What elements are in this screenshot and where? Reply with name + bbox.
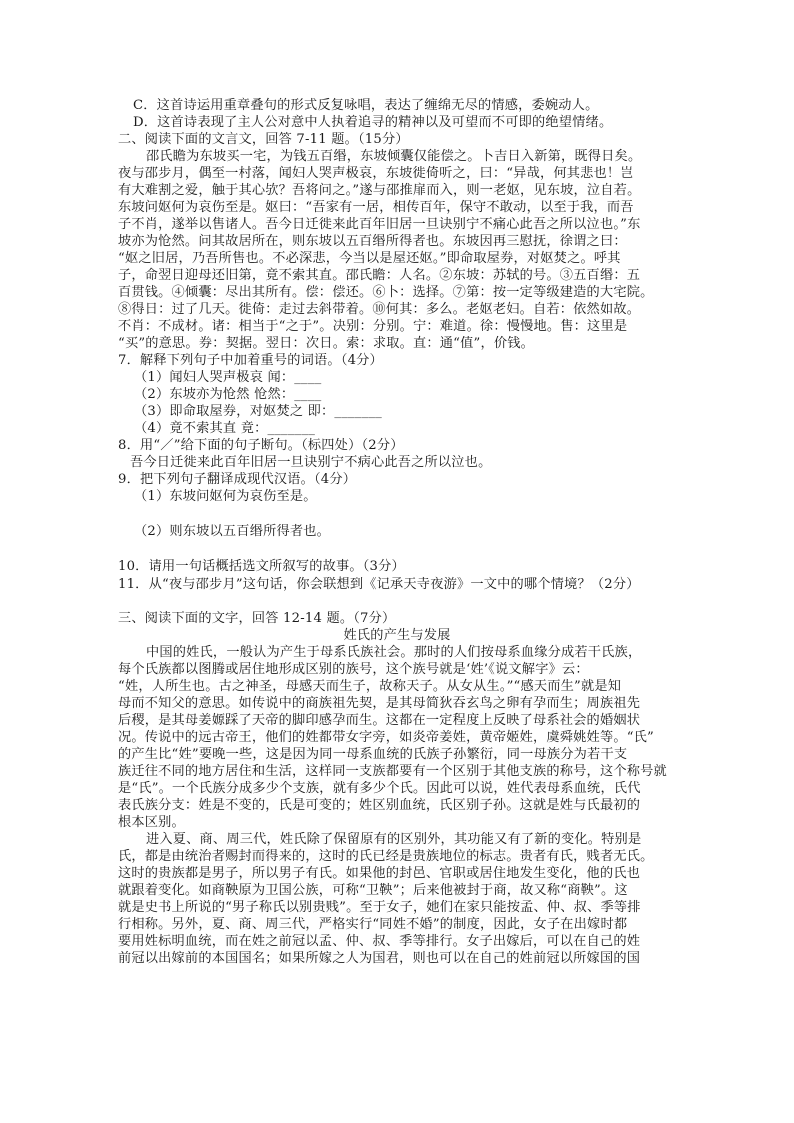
article-line: 要用姓标明血统，而在姓之前冠以孟、仲、叔、季等排行。女子出嫁后，可以在自己的姓 [118, 934, 641, 949]
option-c: C．这首诗运用重章叠句的形式反复咏唱，表达了缠绵无尽的情感，委婉动人。 [133, 98, 599, 113]
article-line: 每个氏族都以图腾或居住地形成区别的族号，这个族号就是‘姓’《说文解字》云： [118, 662, 589, 677]
passage-line: 夜与邵步月，偶至一村落，闻妇人哭声极哀，东坡徙倚听之，曰：“异哉，何其悲也！岂 [118, 166, 634, 181]
passage-line: 子不肖，遂举以售诸人。吾今日迁徙来此百年旧居一旦诀别宁不痛心此吾之所以泣也。”东 [118, 217, 641, 232]
article-line: 氏，都是由统治者赐封而得来的，这时的氏已经是贵族地位的标志。贵者有氏，贱者无氏。 [118, 849, 654, 864]
article-line: 况。传说中的远古帝王，他们的姓都带女字旁，如炎帝姜姓，黄帝姬姓，虞舜姚姓等。“氏” [118, 730, 654, 745]
passage-line: 百贯钱。④倾囊：尽出其所有。偿：偿还。⑥卜：选择。⑦第：按一定等级建造的大宅院。 [118, 285, 654, 300]
question-7-1: （1）闻妇人哭声极哀 闻：____ [134, 370, 322, 385]
article-line: 行相称。另外，夏、商、周三代，严格实行“同姓不婚”的制度，因此，女子在出嫁时都 [118, 917, 628, 932]
question-7-3: （3）即命取屋券，对妪焚之 即：_______ [134, 404, 382, 419]
article-line: 进入夏、商、周三代，姓氏除了保留原有的区别外，其功能又有了新的变化。特别是 [146, 832, 642, 847]
question-8-sentence: 吾今日迁徙来此百年旧居一旦诀别宁不病心此吾之所以泣也。 [130, 455, 492, 470]
passage-line: ⑧得日：过了几天。徙倚：走过去斜带着。⑩何其：多么。老妪老妇。自若：依然如故。 [118, 302, 641, 317]
passage-line: 子，命翌日迎母还旧第，竟不索其直。邵氏瞻：人名。②东坡：苏轼的号。③五百缗：五 [118, 268, 641, 283]
article-line: 母而不知父的意思。如传说中的商族祖先契，是其母简狄吞玄鸟之卵有孕而生；周族祖先 [118, 696, 641, 711]
article-line: 后稷，是其母姜嫄踩了天帝的脚印感孕而生。这都在一定程度上反映了母系社会的婚姻状 [118, 713, 641, 728]
article-line: 根本区别。 [118, 815, 185, 830]
article-line: “姓，人所生也。古之神圣，母感天而生子，故称天子。从女从生。”“感天而生”就是知 [118, 679, 622, 694]
article-line: 族迁往不同的地方居住和生活，这样同一支族都要有一个区别于其他支族的称号，这个称号就 [118, 764, 667, 779]
question-10: 10．请用一句话概括选文所叙写的故事。（3分） [118, 559, 405, 574]
section-2-heading: 二、阅读下面的文言文，回答 7-11 题。（15分） [118, 132, 409, 147]
question-9-2: （2）则东坡以五百缗所得者也。 [134, 524, 331, 539]
article-line: 中国的姓氏，一般认为产生于母系氏族社会。那时的人们按母系血缘分成若干氏族， [146, 645, 642, 660]
article-line: 是“氏”。一个氏族分成多少个支族，就有多少个氏。因此可以说，姓代表母系血统，氏代 [118, 781, 641, 796]
passage-line: 坡亦为怆然。问其故居所在，则东坡以五百缗所得者也。东坡因再三慰抚，徐谓之曰： [118, 234, 627, 249]
question-8: 8．用“／”给下面的句子断句。（标四处）（2分） [118, 438, 404, 453]
passage-line: 不肖：不成材。诸：相当于“之于”。决别：分别。宁：难道。徐：慢慢地。售：这里是 [118, 319, 628, 334]
article-line: 就是史书上所说的“男子称氏以别贵贱”。至于女子，她们在家只能按孟、仲、叔、季等排 [118, 900, 641, 915]
article-title: 姓氏的产生与发展 [343, 628, 451, 643]
passage-line: 邵氏瞻为东坡买一宅，为钱五百缗，东坡倾囊仅能偿之。卜吉日入新第，既得日矣。 [146, 149, 642, 164]
question-9: 9．把下列句子翻译成现代汉语。（4分） [118, 472, 357, 487]
question-7-4: （4）竟不索其直 竟：_______ [134, 421, 316, 436]
passage-line: “妪之旧居，乃吾所售也。不必深悲，今当以是屋还妪。”即命取屋券，对妪焚之。呼其 [118, 251, 621, 266]
question-11: 11．从“夜与邵步月”这句话，你会联想到《记承天寺夜游》一文中的哪个情境？（2分） [118, 577, 640, 592]
article-line: 就跟着变化。如商鞅原为卫国公族，可称“卫鞅”；后来他被封于商，故又称“商鞅”。这 [118, 883, 628, 898]
section-3-heading: 三、阅读下面的文字，回答 12-14 题。（7分） [118, 611, 396, 626]
question-7-2: （2）东坡亦为怆然 怆然：____ [134, 387, 322, 402]
article-line: 前冠以出嫁前的本国国名；如果所嫁之人为国君，则也可以在自己的姓前冠以所嫁国的国 [118, 951, 641, 966]
article-line: 的产生比“姓”要晚一些，这是因为同一母系血统的氏族子孙繁衍，同一母族分为若干支 [118, 747, 628, 762]
article-line: 这时的贵族都是男子，所以男子有氏。如果他的封邑、官职或居住地发生变化，他的氏也 [118, 866, 641, 881]
passage-line: “买”的意思。券：契据。翌日：次日。索：求取。直：通“值”，价钱。 [118, 336, 535, 351]
passage-line: 东坡问妪何为哀伤至是。妪曰：“吾家有一居，相传百年，保守不敢动，以至于我，而吾 [118, 200, 634, 215]
article-line: 表氏族分支：姓是不变的，氏是可变的；姓区别血统，氏区别子孙。这就是姓与氏最初的 [118, 798, 641, 813]
question-7: 7．解释下列句子中加着重号的词语。（4分） [118, 353, 383, 368]
passage-line: 有大难割之爱，触于其心欤？吾将问之。”遂与邵推扉而入，则一老妪，见东坡，泣自若。 [118, 183, 641, 198]
option-d: D．这首诗表现了主人公对意中人执着追寻的精神以及可望而不可即的绝望情绪。 [133, 115, 613, 130]
question-9-1: （1）东坡问妪何为哀伤至是。 [134, 489, 317, 504]
